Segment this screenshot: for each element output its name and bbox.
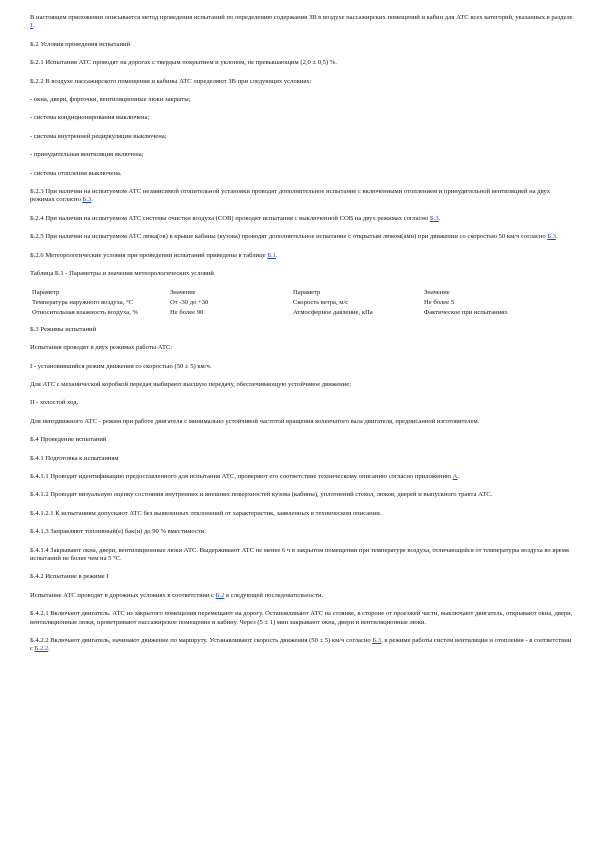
section-b2-heading: Б.2 Условия проведения испытаний xyxy=(30,40,131,48)
table-cell: Относительная влажность воздуха, % xyxy=(32,309,139,317)
para-b2-3: Б.2.3 При наличии на испытуемом АТС независимой отопительной установки проводят дополнительное испытание с включенными отоплением и принудительной вентиляцией на двух режимах согласно Б.3. xyxy=(30,188,551,204)
table-cell: От -30 до +30 xyxy=(170,298,209,306)
link-b2-2[interactable]: Б.2.2 xyxy=(34,645,49,653)
list-item: - система внутренней рециркуляции выключена; xyxy=(30,132,167,140)
list-item: - окна, двери, форточки, вентиляционные люки закрыты; xyxy=(30,96,191,104)
intro-paragraph: В настоящем приложении описывается метод проведения испытаний по определению содержания ЗВ в воздухе пассажирских помещений и кабин для АТС всех категорий, указанных в разделе 1. xyxy=(30,14,573,30)
para-b4-2-2: Б.4.2.2 Включают двигатель, начинают движение по маршруту. Устанавливают скорость движения (50 ± 5) км/ч согласно Б.3, в режиме работы систем вентиляции и отопления - в соответствии с Б.2.2. xyxy=(30,637,572,653)
table-cell: Атмосферное давление, кПа xyxy=(293,309,373,317)
link-section-1[interactable]: 1 xyxy=(30,22,34,30)
link-b3[interactable]: Б.3 xyxy=(372,637,382,645)
link-table-b1[interactable]: Б.1 xyxy=(267,251,276,259)
para-b3-4: II - холостой ход. xyxy=(30,399,79,407)
para-b2-5: Б.2.5 При наличии на испытуемом АТС люка(ов) в крыше кабины (кузова) проводят дополнительное испытание с открытым люком(ами) при движении со скоростью 50 км/ч согласно Б.3. xyxy=(30,233,558,241)
table-header-cell: Значение xyxy=(170,288,196,296)
list-item: - принудительная вентиляция включена; xyxy=(30,151,144,159)
para-b4-1-1: Б.4.1.1 Проводят идентификацию предоставленного для испытания АТС, проверяют его соответствие техническому описанию согласно приложению А. xyxy=(30,472,460,480)
table-cell: Фактическое при испытаниях xyxy=(424,309,508,317)
para-b4-2-1: Б.4.2.1 Включают двигатель. АТС из закрытого помещения перемещают на дорогу. Останавливают АТС на стоянке, в стороне от проезжей части, выключают двигатель, открывают окна, двери, вентиляционные люки, проветривают пассажирское помещение и кабину. Через (5 ± 1) мин закрывают окна, двери и вентиляционные люки. xyxy=(30,610,573,626)
link-b2[interactable]: Б.2 xyxy=(215,591,225,599)
para-b2-1: Б.2.1 Испытания АТС проводят на дорогах с твердым покрытием и уклоном, не превышающим (2,0 ± 0,5) %. xyxy=(30,59,337,67)
list-item: - система отопления выключена. xyxy=(30,169,122,177)
para-b4-2: Испытание АТС проводят в дорожных условиях в соответствии с Б.2 в следующей последовательности. xyxy=(30,591,324,599)
subsection-b4-2-heading: Б.4.2 Испытание в режиме I xyxy=(30,573,109,581)
table-caption: Таблица Б.1 - Параметры и значения метеорологических условий xyxy=(30,270,214,278)
table-row xyxy=(32,298,554,308)
table-cell: Скорость ветра, м/с xyxy=(293,298,349,306)
table-row xyxy=(32,308,554,318)
table-cell: Температура наружного воздуха, °С xyxy=(32,298,134,306)
para-b4-1-2-1: Б.4.1.2.1 К испытаниям допускают АТС без выявленных отклонений от характеристик, заявленных в техническом описании. xyxy=(30,509,382,517)
table-header-cell: Параметр xyxy=(32,288,60,296)
link-appendix-a[interactable]: А xyxy=(452,472,458,480)
list-item: - система кондиционирования выключена; xyxy=(30,114,150,122)
table-header-cell: Параметр xyxy=(293,288,321,296)
para-b3-1: Испытания проводят в двух режимах работы АТС: xyxy=(30,344,173,352)
link-b3[interactable]: Б.3 xyxy=(429,214,439,222)
link-b3[interactable]: Б.3 xyxy=(547,233,557,241)
section-b3-heading: Б.3 Режимы испытаний xyxy=(30,325,97,333)
table-cell: Не более 5 xyxy=(424,298,454,306)
table-cell: Не более 90 xyxy=(170,309,204,317)
section-b4-heading: Б.4 Проведение испытаний xyxy=(30,436,107,444)
table-header-cell: Значение xyxy=(424,288,450,296)
para-b4-1-2: Б.4.1.2 Проводят визуальную оценку состояния внутренних и внешних поверхностей кузова (кабины), уплотнений стекол, люков, дверей и выпускного тракта АТС. xyxy=(30,491,493,499)
table-header-row xyxy=(32,288,554,298)
para-b3-2: I - установившийся режим движения со скоростью (50 ± 5) км/ч. xyxy=(30,362,212,370)
para-b4-1-3: Б.4.1.3 Заправляют топливный(е) бак(и) до 90 % вместимости. xyxy=(30,528,206,536)
subsection-b4-1-heading: Б.4.1 Подготовка к испытаниям xyxy=(30,454,119,462)
para-b3-5: Для неподвижного АТС - режим при работе двигателя с минимально устойчивой частотой вращения коленчатого вала двигателя, предписанной изготовителем. xyxy=(30,417,480,425)
para-b4-1-4: Б.4.1.4 Закрывают окна, двери, вентиляционные люки АТС. Выдерживают АТС не менее 6 ч в закрытом помещении при температуре воздуха, отличающейся от температуры воздуха во время испытаний не более чем на 5 °С. xyxy=(30,546,569,562)
para-b2-2: Б.2.2 В воздухе пассажирского помещения и кабины АТС определяют ЗВ при следующих условиях: xyxy=(30,77,312,85)
para-b3-3: Для АТС с механической коробкой передач выбирают высшую передачу, обеспечивающую устойчивое движение; xyxy=(30,380,351,388)
para-b2-4: Б.2.4 При наличии на испытуемом АТС системы очистки воздуха (СОВ) проводят испытания с выключенной СОВ на двух режимах согласно Б.3. xyxy=(30,214,441,222)
link-b3[interactable]: Б.3 xyxy=(82,196,92,204)
para-b2-6: Б.2.6 Метеорологические условия при проведении испытаний приведены в таблице Б.1. xyxy=(30,251,278,259)
meteo-table xyxy=(32,288,554,319)
